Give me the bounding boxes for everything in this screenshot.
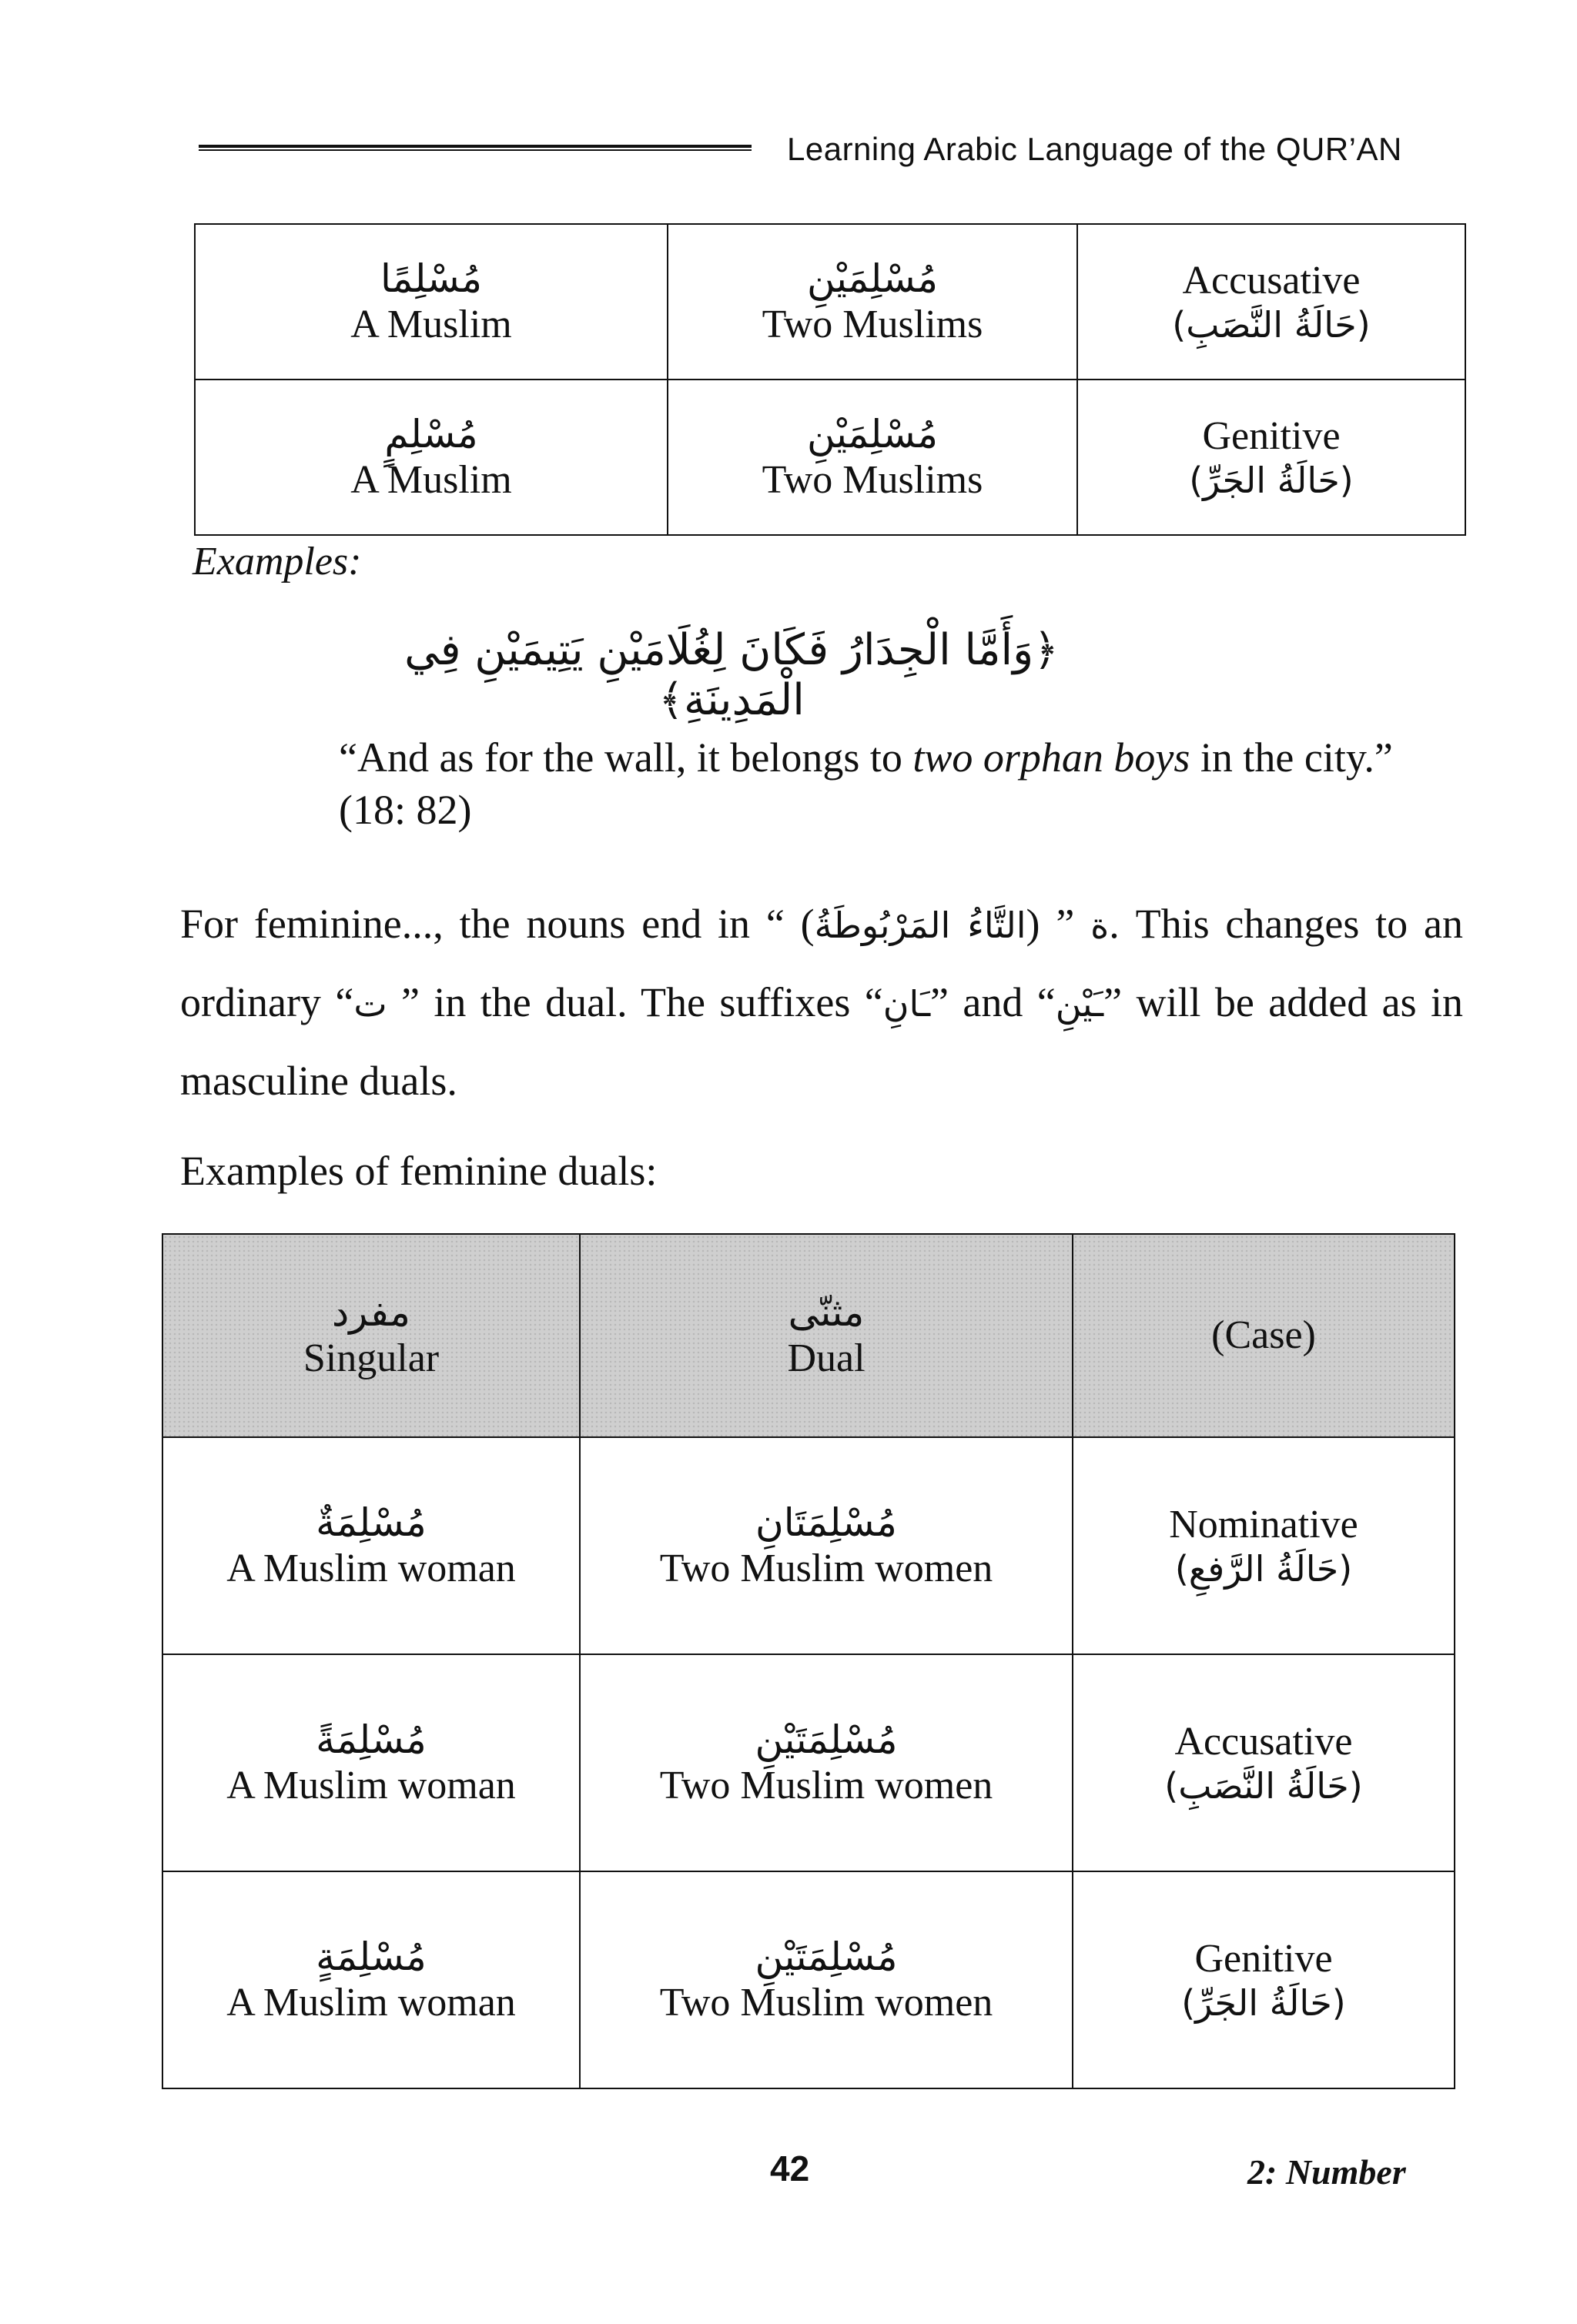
dual-arabic: مُسْلِمَتَيْنِ bbox=[755, 1934, 898, 1980]
table-row bbox=[162, 1654, 1455, 1871]
header-rule bbox=[199, 145, 752, 151]
header-singular bbox=[162, 1234, 580, 1437]
verse-text: “And as for the wall, it belongs to bbox=[339, 734, 913, 781]
header-singular-english: Singular bbox=[303, 1336, 440, 1381]
table-row bbox=[195, 380, 1465, 535]
header-title: Learning Arabic Language of the QUR’AN bbox=[787, 131, 1402, 167]
table-row bbox=[162, 1871, 1455, 2088]
case-arabic: (حَالَةُ النَّصَبِ) bbox=[1164, 1764, 1363, 1807]
dual-cell bbox=[580, 1437, 1073, 1654]
dual-english: Two Muslims bbox=[762, 458, 983, 503]
feminine-examples-label: Examples of feminine duals: bbox=[180, 1148, 658, 1194]
para-text: ” ( bbox=[1026, 901, 1091, 947]
case-cell bbox=[1073, 1654, 1455, 1871]
singular-arabic: مُسْلِمَةً bbox=[316, 1717, 427, 1763]
header-dual-arabic: مثنّى bbox=[788, 1290, 865, 1336]
singular-english: A Muslim woman bbox=[226, 1981, 516, 2025]
dual-cell bbox=[668, 380, 1077, 535]
verse-text-end: in the city.” (18: 82) bbox=[339, 734, 1393, 833]
chapter-label: 2: Number bbox=[1247, 2152, 1406, 2192]
case-arabic: (حَالَةُ النَّصَبِ) bbox=[1172, 303, 1371, 346]
page-number: 42 bbox=[770, 2148, 810, 2189]
dual-english: Two Muslim women bbox=[659, 1547, 993, 1591]
dual-cell bbox=[580, 1654, 1073, 1871]
case-english: Accusative bbox=[1174, 1720, 1353, 1764]
header-dual-english: Dual bbox=[787, 1336, 866, 1381]
dual-arabic: مُسْلِمَيْنِ bbox=[807, 256, 938, 302]
case-cell bbox=[1077, 380, 1465, 535]
para-arabic: ة bbox=[1090, 905, 1110, 946]
feminine-dual-table bbox=[162, 1233, 1455, 2089]
case-cell bbox=[1077, 224, 1465, 380]
singular-arabic: مُسْلِمَةٌ bbox=[316, 1500, 427, 1546]
singular-arabic: مُسْلِمًا bbox=[380, 256, 483, 302]
header-case-english: (Case) bbox=[1211, 1313, 1316, 1358]
singular-english: A Muslim bbox=[350, 303, 512, 347]
para-text: ” in the dual. The suffixes “ bbox=[387, 979, 883, 1025]
quran-verse-arabic: ﴿وَأَمَّا الْجِدَارُ فَكَانَ لِغُلَامَيْنِ يَتِيمَيْنِ فِي الْمَدِينَةِ﴾ bbox=[404, 625, 1059, 725]
singular-cell bbox=[162, 1871, 580, 2088]
header-dual bbox=[580, 1234, 1073, 1437]
feminine-explanation bbox=[180, 885, 1463, 1119]
case-arabic: (حَالَةُ الجَرِّ) bbox=[1181, 1981, 1346, 2024]
para-text: ” will be added as in masculine duals. bbox=[180, 979, 1463, 1104]
dual-cell bbox=[580, 1871, 1073, 2088]
dual-cell bbox=[668, 224, 1077, 380]
singular-english: A Muslim woman bbox=[226, 1764, 516, 1808]
masculine-dual-table bbox=[194, 223, 1466, 536]
singular-english: A Muslim woman bbox=[226, 1547, 516, 1591]
para-arabic: ت bbox=[353, 983, 387, 1025]
case-arabic: (حَالَةُ الجَرِّ) bbox=[1189, 459, 1354, 501]
dual-english: Two Muslims bbox=[762, 303, 983, 347]
case-english: Genitive bbox=[1202, 414, 1341, 459]
case-arabic: (حَالَةُ الرَّفعِ) bbox=[1174, 1547, 1353, 1590]
dual-arabic: مُسْلِمَيْنِ bbox=[807, 412, 938, 457]
singular-cell bbox=[195, 224, 668, 380]
para-text: ). This changes to an ordinary “ bbox=[180, 901, 1463, 1025]
table-row bbox=[162, 1437, 1455, 1654]
case-english: Genitive bbox=[1194, 1937, 1333, 1981]
table-header-row bbox=[162, 1234, 1455, 1437]
examples-label: Examples: bbox=[193, 540, 362, 584]
singular-cell bbox=[162, 1654, 580, 1871]
singular-cell bbox=[195, 380, 668, 535]
dual-arabic: مُسْلِمَتَيْنِ bbox=[755, 1717, 898, 1763]
dual-arabic: مُسْلِمَتَانِ bbox=[755, 1500, 897, 1546]
para-text: ” and “ bbox=[930, 979, 1056, 1025]
case-english: Nominative bbox=[1169, 1503, 1358, 1547]
header-singular-arabic: مفرد bbox=[332, 1290, 410, 1336]
singular-cell bbox=[162, 1437, 580, 1654]
header-case bbox=[1073, 1234, 1455, 1437]
singular-arabic: مُسْلِمٍ bbox=[384, 412, 478, 457]
para-text: For feminine..., the nouns end in “ bbox=[180, 901, 801, 947]
para-arabic: ـَيْنِ bbox=[1055, 983, 1104, 1025]
table-row bbox=[195, 224, 1465, 380]
para-arabic: التَّاءُ المَرْبُوطَةُ bbox=[814, 905, 1026, 946]
para-arabic: ـَانِ bbox=[882, 983, 931, 1025]
case-cell bbox=[1073, 1871, 1455, 2088]
verse-emphasis: two orphan boys bbox=[912, 734, 1190, 781]
case-cell bbox=[1073, 1437, 1455, 1654]
singular-english: A Muslim bbox=[350, 458, 512, 503]
dual-english: Two Muslim women bbox=[659, 1764, 993, 1808]
quran-verse-translation bbox=[339, 731, 1463, 836]
singular-arabic: مُسْلِمَةٍ bbox=[316, 1934, 427, 1980]
case-english: Accusative bbox=[1182, 259, 1361, 303]
dual-english: Two Muslim women bbox=[659, 1981, 993, 2025]
